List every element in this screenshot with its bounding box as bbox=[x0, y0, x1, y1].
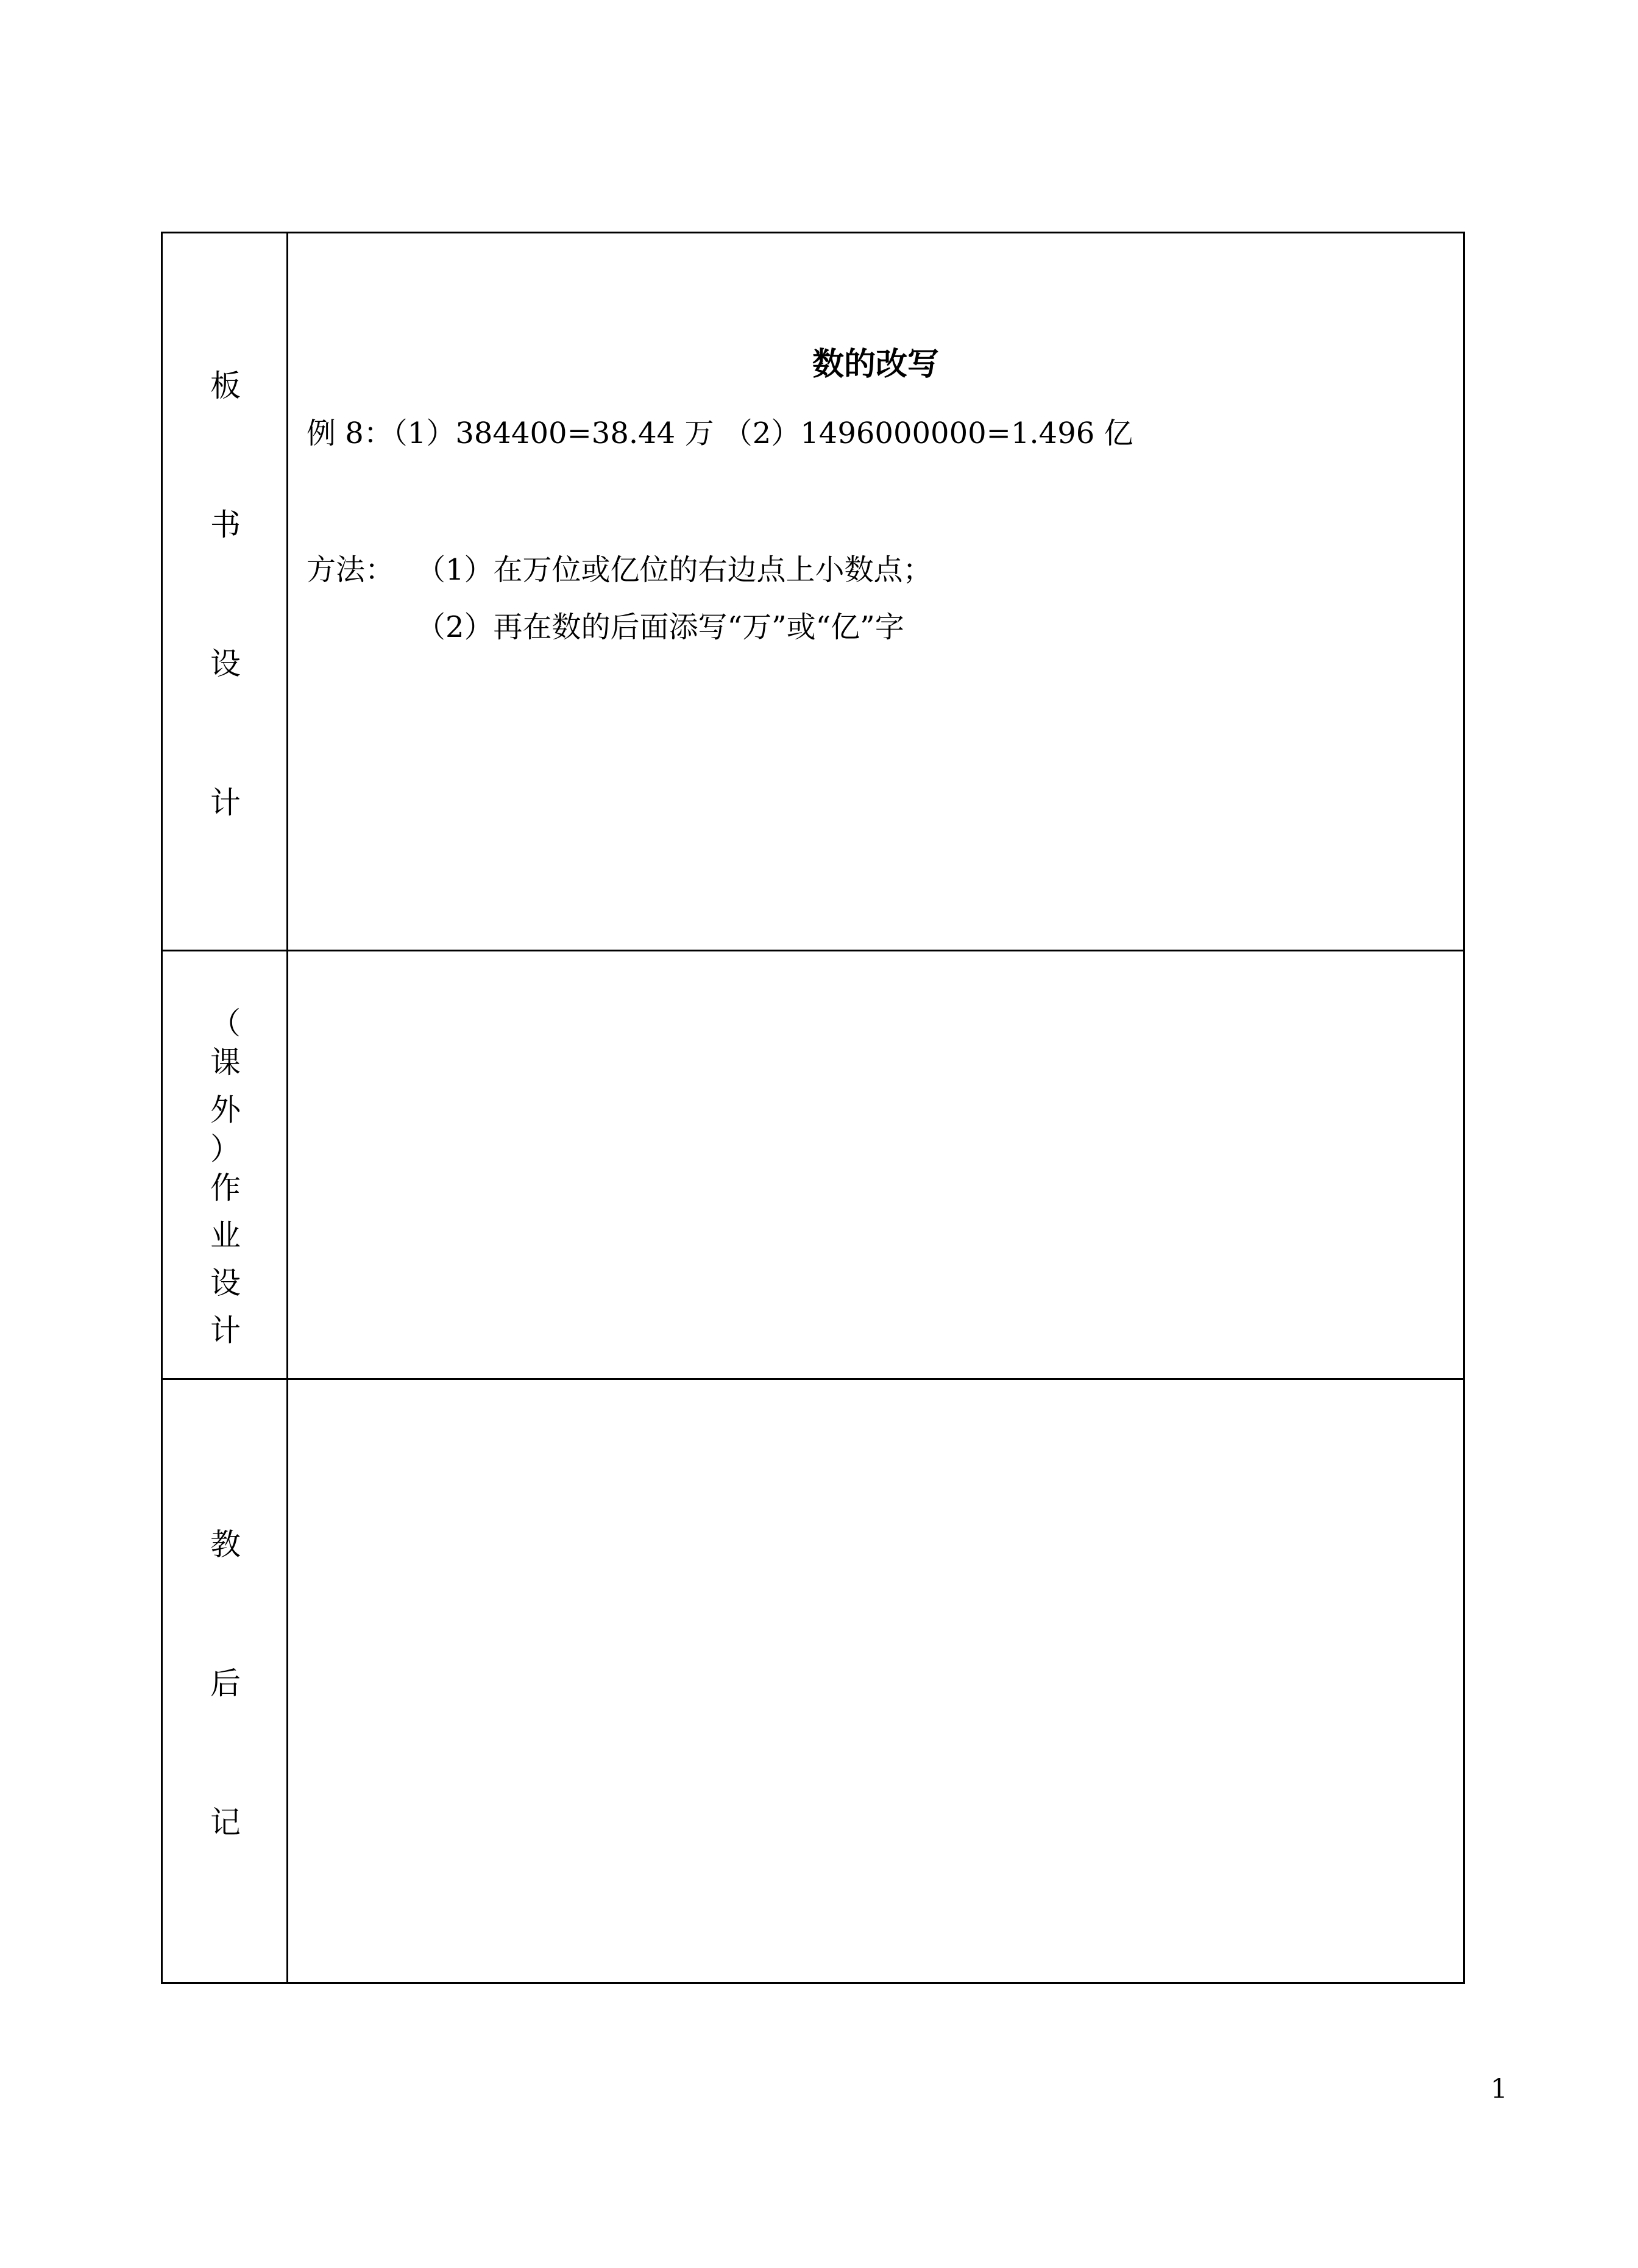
homework-design-label-char: 设 bbox=[210, 1265, 241, 1301]
reflection-content-cell bbox=[288, 1380, 1463, 1982]
reflection-label-char: 教 bbox=[210, 1527, 241, 1562]
homework-design-label-cell bbox=[163, 951, 288, 1378]
method-step-2: （2）再在数的后面添写“万”或“亿”字 bbox=[416, 610, 904, 644]
homework-design-label-char: ） bbox=[210, 1131, 241, 1167]
board-design-content-cell bbox=[288, 233, 1463, 950]
method-label: 方法： bbox=[307, 553, 395, 587]
homework-design-label-char: 计 bbox=[210, 1313, 241, 1348]
board-design-label-char: 板 bbox=[210, 368, 241, 403]
homework-design-row bbox=[163, 951, 1463, 1380]
board-design-label-cell bbox=[163, 233, 288, 950]
reflection-label-cell bbox=[163, 1380, 288, 1982]
board-design-label-char: 设 bbox=[210, 646, 241, 681]
board-design-row bbox=[163, 233, 1463, 951]
board-design-label-char: 计 bbox=[210, 785, 241, 820]
reflection-label-char: 记 bbox=[210, 1805, 241, 1840]
lesson-plan-table bbox=[161, 232, 1465, 1984]
homework-design-label-char: 作 bbox=[210, 1170, 241, 1206]
page-number: 1 bbox=[1491, 2074, 1508, 2105]
homework-design-label-char: 外 bbox=[210, 1092, 241, 1128]
board-design-label-char: 书 bbox=[210, 507, 241, 542]
reflection-label-char: 后 bbox=[210, 1666, 241, 1701]
example-line: 例 8：（1）384400=38.44 万 （2）1496000000=1.496 亿 bbox=[307, 416, 1133, 450]
homework-design-content-cell bbox=[288, 951, 1463, 1378]
homework-design-label-char: 课 bbox=[210, 1045, 241, 1080]
board-design-title: 数的改写 bbox=[812, 346, 939, 383]
homework-design-label-char: 业 bbox=[210, 1218, 241, 1253]
reflection-row bbox=[163, 1380, 1463, 1982]
method-step-1: （1）在万位或亿位的右边点上小数点； bbox=[416, 553, 932, 587]
homework-design-label-char: （ bbox=[210, 1006, 241, 1041]
